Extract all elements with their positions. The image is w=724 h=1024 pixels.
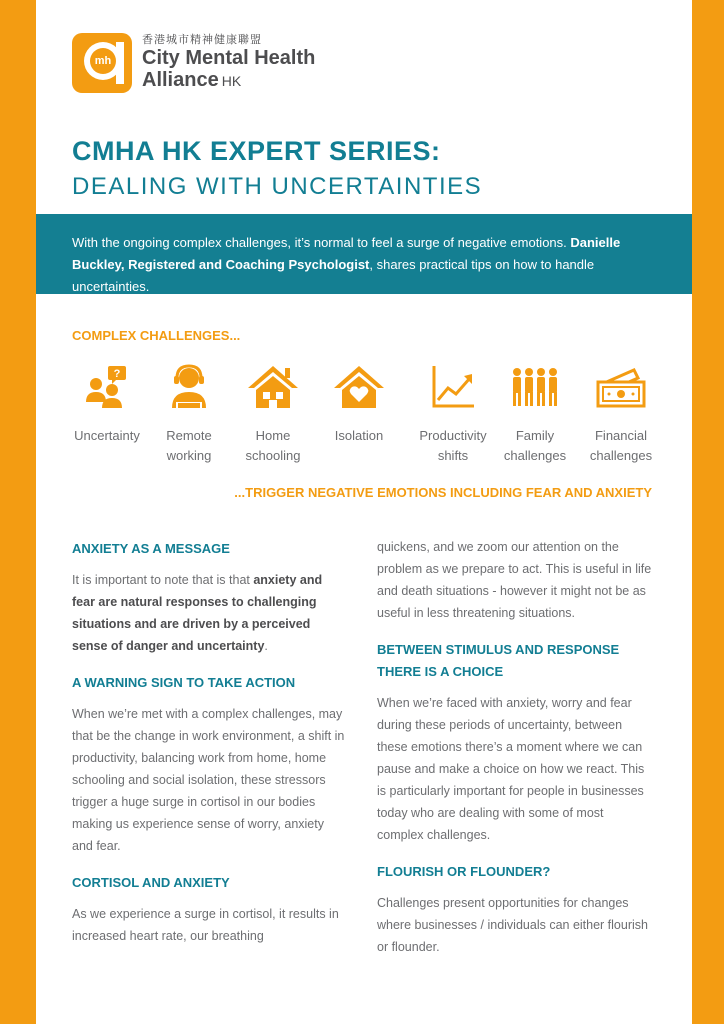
intro-author: Danielle Buckley, Registered and Coaching Psychologist (72, 235, 621, 272)
banknotes-icon (594, 362, 648, 412)
growth-chart-icon (428, 362, 478, 412)
challenge-family (490, 362, 580, 466)
section-heading: A WARNING SIGN TO TAKE ACTION (72, 675, 296, 690)
heart-house-icon (332, 362, 386, 412)
challenge-label: Home schooling (245, 428, 301, 463)
challenge-productivity (408, 362, 498, 466)
section-body: Challenges present opportunities for changes where businesses / individuals can either flourish or flounder. (377, 896, 648, 954)
trigger-statement: ...TRIGGER NEGATIVE EMOTIONS INCLUDING FEAR AND ANXIETY (234, 485, 652, 500)
challenges-heading: COMPLEX CHALLENGES... (72, 328, 241, 343)
logo-chinese-name: 香港城市精神健康聯盟 (142, 34, 262, 46)
section-body: When we’re met with a complex challenges, may that be the change in work environment, a shift in productivity, balancing work from home, home schooling and social isolation, these stressors trigger a huge surge in cortisol in our bodies making us experience sense of worry, anxiety and fear. (72, 707, 345, 853)
right-orange-border (692, 0, 724, 1024)
section-heading: BETWEEN STIMULUS AND RESPONSE THERE IS A CHOICE (377, 642, 620, 679)
challenge-label: Productivity shifts (419, 428, 487, 463)
page-subtitle: DEALING WITH UNCERTAINTIES (72, 173, 483, 200)
logo-name-line2: Alliance HK (142, 69, 242, 91)
challenge-home-schooling (228, 362, 318, 466)
challenge-isolation (314, 362, 404, 446)
challenge-label: Isolation (334, 428, 384, 443)
right-column (377, 536, 653, 973)
section-body: quickens, and we zoom our attention on the problem as we prepare to act. This is useful in life and death situations - however it might not be as useful in less threatening situations. (377, 540, 652, 620)
challenge-label: Family challenges (503, 428, 567, 463)
left-column (72, 538, 348, 962)
challenge-uncertainty (62, 362, 152, 446)
headset-worker-icon (164, 362, 214, 412)
challenge-remote-working (144, 362, 234, 466)
intro-banner: With the ongoing complex challenges, it’s normal to feel a surge of negative emotions. Danielle Buckley, Registered and Coaching Psychologist, shares practical tips on how to handle uncertainties. (36, 214, 692, 294)
challenge-label: Financial challenges (589, 428, 653, 463)
section-heading: FLOURISH OR FLOUNDER? (377, 864, 551, 879)
home-icon (246, 362, 300, 412)
cmha-logo (72, 33, 315, 93)
section-heading: ANXIETY AS A MESSAGE (72, 541, 230, 556)
section-body: It is important to note that is that anxiety and fear are natural responses to challenging situations and are driven by a perceived sense of danger and uncertainty. (72, 573, 323, 653)
people-question-icon (82, 362, 132, 412)
challenges-icon-row (62, 362, 662, 462)
logo-name-line1: City Mental Health (142, 47, 316, 69)
left-orange-border (0, 0, 36, 1024)
challenge-financial (576, 362, 666, 466)
challenge-label: Remote working (166, 428, 212, 463)
section-heading: CORTISOL AND ANXIETY (72, 875, 230, 890)
section-body: When we’re faced with anxiety, worry and fear during these periods of uncertainty, between these emotions there’s a moment where we can pause and make a choice on how we react. This is particularly important for people in businesses today who are dealing with some of most complex challenges. (377, 696, 645, 842)
logo-wordmark (142, 33, 315, 92)
section-body: As we experience a surge in cortisol, it results in increased heart rate, our breathing (72, 907, 339, 943)
family-icon (508, 362, 562, 412)
page-title: CMHA HK EXPERT SERIES: (72, 136, 441, 166)
svg-text:?: ? (113, 368, 121, 380)
challenge-label: Uncertainty (74, 428, 140, 443)
logo-mark-icon: mh (72, 33, 132, 93)
